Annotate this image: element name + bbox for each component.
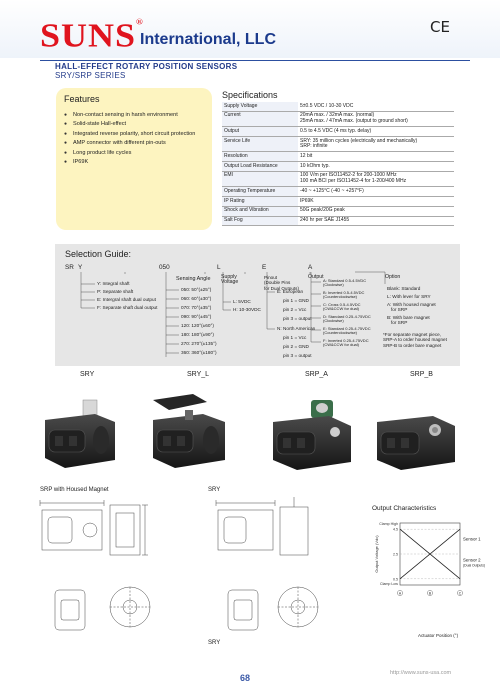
pinout-option: E: European [277, 289, 304, 294]
product-label-sry-l: SRY_L [187, 371, 210, 378]
code-angle: 050 [159, 264, 170, 271]
spec-key: Operating Temperature [222, 187, 298, 197]
spec-value: -40 ~ +125°C (-40 ~ +257°F) [298, 187, 454, 197]
ce-mark: CE [430, 18, 450, 36]
code-type: Y [78, 264, 83, 271]
legend-sensor2-note: (Dual Outputs) [463, 563, 486, 568]
column-head: C [458, 591, 462, 596]
angle-heading: Sensing Angle [176, 276, 211, 282]
spec-row [222, 152, 454, 162]
angle-option: 360: 360°(±180°) [181, 350, 217, 355]
sry-photo [45, 400, 115, 468]
pinout-option: pin 2 = Vcc [283, 307, 307, 312]
feature-item: ● IP69K [64, 158, 204, 167]
angle-option: 060: 60°(±30°) [181, 296, 212, 301]
specifications [222, 90, 454, 226]
spec-value: 50G peak/20G peak [298, 206, 454, 216]
code-voltage: L [217, 264, 221, 271]
pinout-option: N: North American [277, 326, 316, 331]
spec-value: 240 hr per SAE J1455 [298, 216, 454, 226]
pinout-option: pin 1 = Vcc [283, 335, 307, 340]
spec-key: Salt Fog [222, 216, 298, 226]
feature-item: ● Solid-state Hall-effect [64, 120, 204, 129]
spec-value: 5±0.5 VDC / 10-30 VDC [298, 102, 454, 111]
spec-value: 10 kOhm typ. [298, 162, 454, 172]
pinout-option: pin 2 = GND [283, 344, 309, 349]
spec-key: Shock and Vibration [222, 206, 298, 216]
technical-drawings [30, 495, 370, 655]
spec-key: EMI [222, 171, 298, 186]
company-name: International, LLC [140, 31, 276, 48]
product-label-srp-b: SRP_B [410, 371, 433, 378]
spec-key: Current [222, 111, 298, 126]
y-tick-label: 0.5 [393, 577, 398, 582]
spec-key: Supply Voltage [222, 102, 298, 111]
feature-item: ● AMP connector with different pin-outs [64, 139, 204, 148]
selection-heading: Selection Guide: [65, 249, 132, 259]
spec-value: 100 V/m per ISO11452-2 for 200-1000 MHz 100 mA BCI per ISO11452-4 for 1-200/400 MHz [298, 171, 454, 186]
product-photos [35, 382, 465, 482]
page-title: HALL-EFFECT ROTARY POSITION SENSORS [55, 62, 238, 71]
features-box [56, 88, 212, 230]
page-number: 68 [240, 673, 251, 683]
angle-option: 270: 270°(±135°) [181, 341, 217, 346]
output-option: E: Standard 0.25-4.75VDC (Counterclockwise) [323, 326, 371, 336]
spec-value: IP69K [298, 197, 454, 207]
option-note: *For separate magnet piece, SRP-A to order housed magnet SRP-B to order bare magnet [383, 332, 447, 348]
type-option: E: Intergral shaft dual output [97, 297, 156, 302]
spec-key: Output Load Resistance [222, 162, 298, 172]
y-tick-label: 2.5 [393, 552, 398, 557]
spec-value: 0.5 to 4.5 VDC (4 ms typ. delay) [298, 127, 454, 137]
spec-key: Output [222, 127, 298, 137]
legend-sensor1: Sensor 1 [463, 536, 481, 542]
output-option: C: Cross 0.5-4.5VDC (CW&CCW for dual) [323, 302, 361, 312]
chart-xlabel: Actuator Position (°) [418, 633, 459, 638]
spec-row [222, 111, 454, 126]
spec-key: Resolution [222, 152, 298, 162]
output-option: B: Inverted 0.5-4.5VDC (Counterclockwise) [323, 290, 365, 300]
page-subtitle: SRY/SRP SERIES [55, 71, 126, 80]
sry-l-photo [153, 394, 225, 468]
voltage-option: H: 10-30VDC [233, 307, 261, 312]
selection-guide [55, 244, 460, 366]
angle-option: 050: 50°(±25°) [181, 287, 212, 292]
feature-item: ● Long product life cycles [64, 149, 204, 158]
pinout-option: pin 1 = GND [283, 298, 309, 303]
type-option: F: Separate shaft dual output [97, 305, 158, 310]
output-option: F: Inverted 0.25-4.75VDC (CW&CCW for dual) [323, 338, 369, 348]
page-header [0, 0, 500, 58]
pinout-option: pin 3 = output [283, 316, 312, 321]
code-pinout: E [262, 264, 267, 271]
angle-option: 070: 70°(±35°) [181, 305, 212, 310]
sry-drawing-label: SRY [208, 487, 221, 493]
type-option: P: Separate shaft [97, 289, 134, 294]
type-option: Y: Integral shaft [97, 281, 130, 286]
spec-key: Service Life [222, 136, 298, 151]
pinout-heading: Pinout (Double Pins for Dual Outputs) [264, 275, 299, 291]
specs-table [222, 102, 454, 226]
output-heading: Output [308, 274, 324, 280]
spec-row [222, 206, 454, 216]
angle-option: 120: 120°(±60°) [181, 323, 214, 328]
option-item: Blank: Standard [387, 286, 421, 291]
output-option: A: Standard 0.5-4.5VDC (Clockwise) [323, 278, 367, 288]
srp-a-photo [273, 400, 351, 470]
y-tick-label: Clamp High [379, 522, 398, 526]
header-divider [40, 60, 470, 61]
y-tick-label: 4.5 [393, 527, 398, 532]
angle-option: 090: 90°(±45°) [181, 314, 212, 319]
srp-drawing-label: SRP with Housed Magnet [40, 487, 109, 493]
angle-option: 180: 180°(±90°) [181, 332, 214, 337]
sry-bottom-label: SRY [208, 640, 221, 646]
option-item: A: With housed magnet for SRP [387, 302, 436, 313]
footer-url: http://www.suns-usa.com [390, 670, 452, 676]
chart-title: Output Characteristics [372, 505, 437, 512]
spec-row [222, 187, 454, 197]
legend-sensor2: Sensor 2 [463, 557, 481, 563]
specs-heading: Specifications [222, 90, 278, 100]
spec-key: IP Rating [222, 197, 298, 207]
spec-row [222, 162, 454, 172]
product-label-sry: SRY [80, 371, 95, 378]
spec-value: 12 bit [298, 152, 454, 162]
spec-value: 20mA max. / 32mA max. (normal) 25mA max. / 47mA max. (output to ground short) [298, 111, 454, 126]
option-item: B: With bare magnet for SRP [387, 315, 430, 326]
chart-ylabel: Output Voltage (Vdc) [374, 535, 379, 573]
output-chart [372, 515, 487, 633]
features-heading: Features [64, 94, 100, 104]
feature-item: ● Non-contact sensing in harsh environment [64, 111, 204, 120]
output-option: D: Standard 0.25-4.75VDC (Clockwise) [323, 314, 371, 324]
spec-row [222, 216, 454, 226]
feature-item: ● Integrated reverse polarity, short circuit protection [64, 130, 204, 139]
spec-row [222, 197, 454, 207]
voltage-heading: Supply Voltage [221, 274, 239, 286]
pinout-option: pin 3 = output [283, 353, 312, 358]
y-tick-label: Clamp Low [380, 582, 398, 586]
spec-row [222, 171, 454, 186]
code-output: A [308, 264, 313, 271]
column-head: B [428, 591, 432, 596]
product-label-srp-a: SRP_A [305, 371, 328, 378]
spec-row [222, 127, 454, 137]
brand-logo: SUNS® [40, 16, 144, 55]
option-item: L: With lever for SRY [387, 294, 431, 299]
spec-value: SRY: 35 million cycles (electrically and mechanically) SRP: infinite [298, 136, 454, 151]
column-head: A [398, 591, 402, 596]
srp-b-photo [377, 416, 455, 470]
voltage-option: L: 5VDC [233, 299, 251, 304]
spec-row [222, 102, 454, 111]
code-prefix: SR [65, 264, 74, 271]
option-heading: Option [385, 274, 401, 280]
spec-row [222, 136, 454, 151]
